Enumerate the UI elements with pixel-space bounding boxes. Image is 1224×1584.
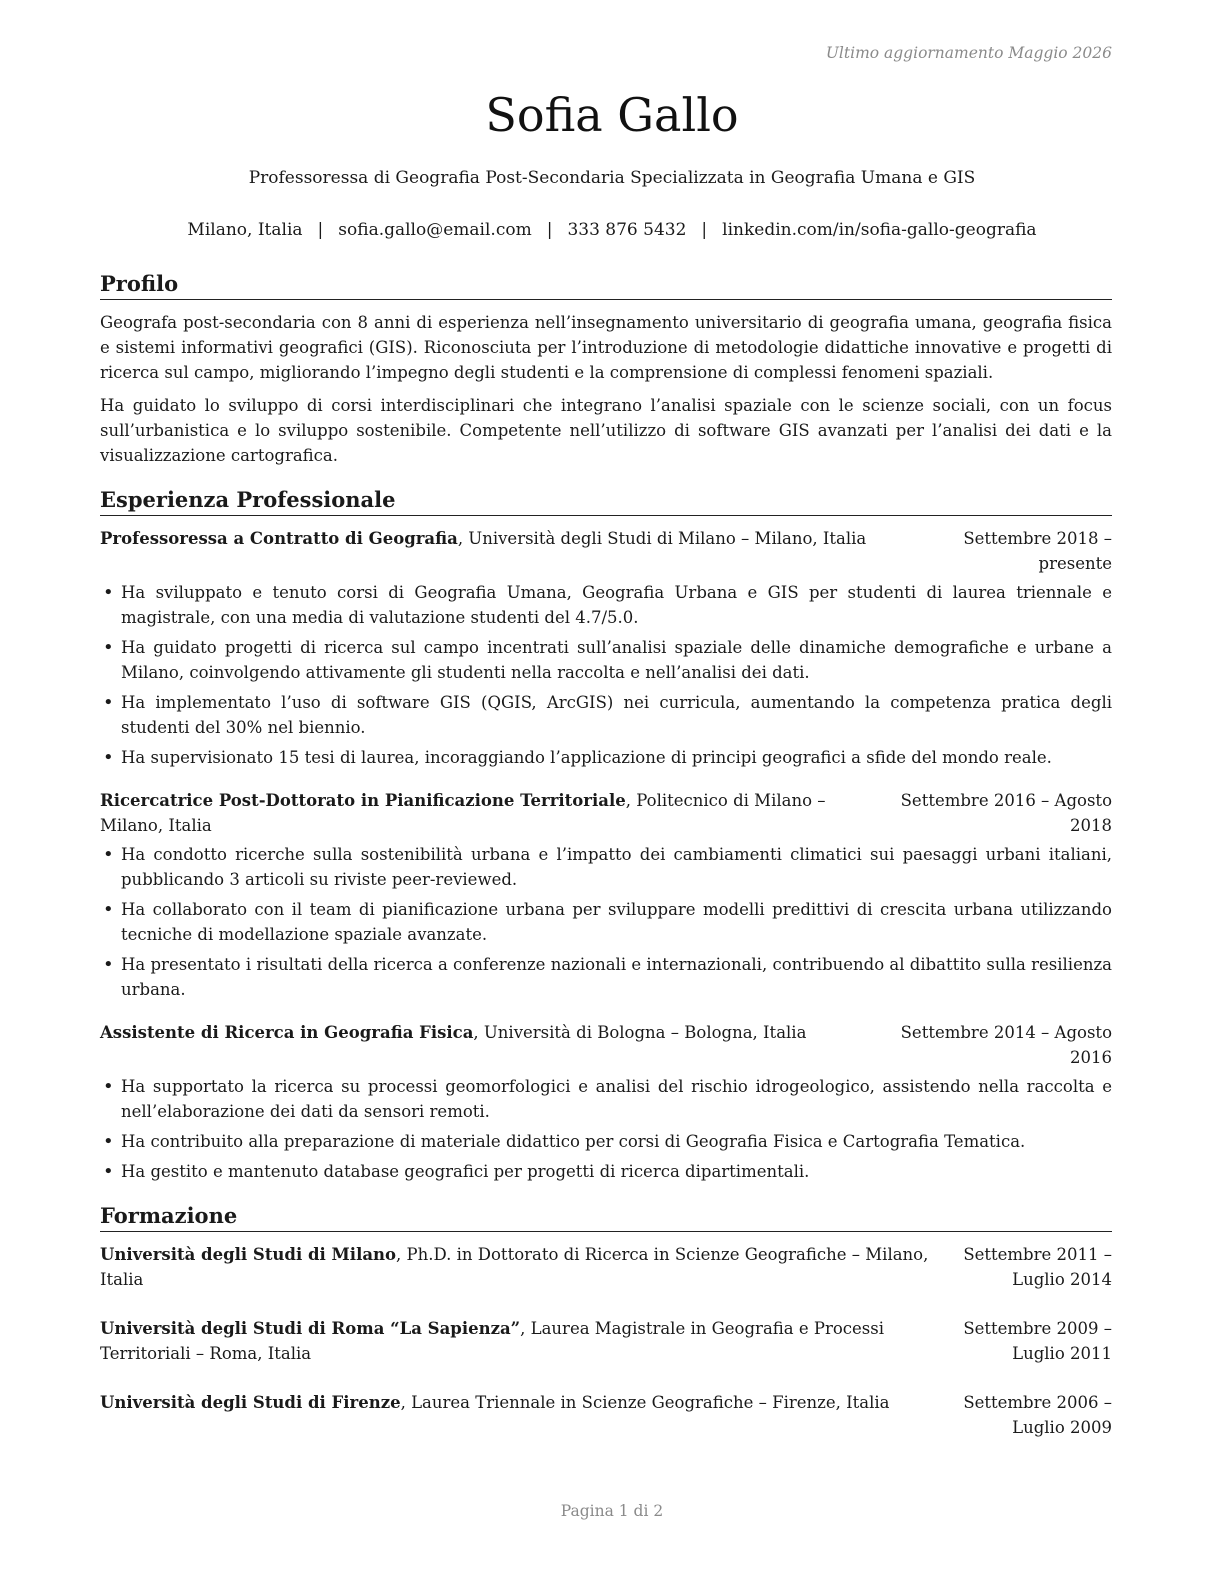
education-detail: , Laurea Magistrale in Geografia e Processi Territoriali – Roma, Italia bbox=[100, 1319, 885, 1363]
list-item: • Ha condotto ricerche sulla sostenibilità urbana e l’impatto dei cambiamenti climatici sui paesaggi urbani italiani, pubblicando 3 articoli su riviste peer-reviewed. bbox=[100, 842, 1112, 892]
section-title-experience: Esperienza Professionale bbox=[100, 486, 1112, 516]
education-dates: Settembre 2011 – Luglio 2014 bbox=[963, 1245, 1112, 1289]
section-title-profile: Profilo bbox=[100, 270, 1112, 300]
job-entry bbox=[100, 1020, 1112, 1184]
education-section bbox=[100, 1202, 1112, 1440]
contact-line bbox=[0, 220, 1224, 240]
education-dates: Settembre 2009 – Luglio 2011 bbox=[963, 1319, 1112, 1363]
contact-linkedin[interactable]: linkedin.com/in/sofia-gallo-geografia bbox=[722, 220, 1037, 240]
list-item: • Ha guidato progetti di ricerca sul campo incentrati sull’analisi spaziale delle dinamiche demografiche e urbane a Milano, coinvolgendo attivamente gli studenti nella raccolta e nell’analisi dei dati. bbox=[100, 635, 1112, 685]
job-header bbox=[100, 1020, 1112, 1070]
contact-phone: 333 876 5432 bbox=[567, 220, 687, 240]
list-item: • Ha presentato i risultati della ricerca a conferenze nazionali e internazionali, contribuendo al dibattito sulla resilienza urbana. bbox=[100, 952, 1112, 1002]
job-place: , Università di Bologna – Bologna, Italia bbox=[473, 1023, 807, 1042]
candidate-subtitle: Professoressa di Geografia Post-Secondaria Specializzata in Geografia Umana e GIS bbox=[248, 168, 976, 188]
list-item: • Ha collaborato con il team di pianificazione urbana per sviluppare modelli predittivi di crescita urbana utilizzando tecniche di modellazione spaziale avanzate. bbox=[100, 897, 1112, 947]
experience-section bbox=[100, 486, 1112, 1184]
contact-separator: | bbox=[546, 220, 553, 240]
job-role: Assistente di Ricerca in Geografia Fisica bbox=[100, 1023, 474, 1042]
job-dates: Settembre 2014 – Agosto 2016 bbox=[900, 1023, 1112, 1067]
job-dates: Settembre 2016 – Agosto 2018 bbox=[900, 791, 1112, 835]
education-dates: Settembre 2006 – Luglio 2009 bbox=[963, 1393, 1112, 1437]
candidate-name: Sofia Gallo bbox=[485, 88, 739, 142]
list-item: • Ha sviluppato e tenuto corsi di Geografia Umana, Geografia Urbana e GIS per studenti di laurea triennale e magistrale, con una media di valutazione studenti del 4.7/5.0. bbox=[100, 580, 1112, 630]
job-bullets bbox=[100, 1074, 1112, 1184]
list-item: • Ha contribuito alla preparazione di materiale didattico per corsi di Geografia Fisica e Cartografia Tematica. bbox=[100, 1129, 1112, 1154]
education-school: Università degli Studi di Roma “La Sapienza” bbox=[100, 1319, 521, 1338]
list-item: • Ha gestito e mantenuto database geografici per progetti di ricerca dipartimentali. bbox=[100, 1159, 1112, 1184]
job-dates: Settembre 2018 – presente bbox=[963, 529, 1112, 573]
job-entry bbox=[100, 526, 1112, 770]
job-bullets bbox=[100, 842, 1112, 1002]
job-header bbox=[100, 788, 1112, 838]
list-item: • Ha supportato la ricerca su processi geomorfologici e analisi del rischio idrogeologico, assistendo nella raccolta e nell’elaborazione dei dati da sensori remoti. bbox=[100, 1074, 1112, 1124]
profile-section bbox=[100, 270, 1112, 468]
contact-location: Milano, Italia bbox=[187, 220, 303, 240]
last-updated: Ultimo aggiornamento Maggio 2026 bbox=[825, 44, 1112, 62]
job-entry bbox=[100, 788, 1112, 1002]
education-school: Università degli Studi di Milano bbox=[100, 1245, 397, 1264]
list-item: • Ha supervisionato 15 tesi di laurea, incoraggiando l’applicazione di principi geografici a sfide del mondo reale. bbox=[100, 745, 1112, 770]
contact-separator: | bbox=[317, 220, 324, 240]
job-role: Professoressa a Contratto di Geografia bbox=[100, 529, 458, 548]
education-school: Università degli Studi di Firenze bbox=[100, 1393, 401, 1412]
resume-content bbox=[100, 270, 1112, 1464]
contact-email[interactable]: sofia.gallo@email.com bbox=[338, 220, 532, 240]
education-entry bbox=[100, 1316, 1112, 1366]
job-place: , Politecnico di Milano – Milano, Italia bbox=[100, 791, 826, 835]
job-bullets bbox=[100, 580, 1112, 770]
education-entry bbox=[100, 1242, 1112, 1292]
page-number: Pagina 1 di 2 bbox=[560, 1502, 664, 1520]
job-place: , Università degli Studi di Milano – Milano, Italia bbox=[457, 529, 867, 548]
education-detail: , Laurea Triennale in Scienze Geografiche – Firenze, Italia bbox=[400, 1393, 890, 1412]
section-title-education: Formazione bbox=[100, 1202, 1112, 1232]
education-detail: , Ph.D. in Dottorato di Ricerca in Scienze Geografiche – Milano, Italia bbox=[100, 1245, 929, 1289]
job-header bbox=[100, 526, 1112, 576]
job-role: Ricercatrice Post-Dottorato in Pianificazione Territoriale bbox=[100, 791, 626, 810]
profile-paragraph: Ha guidato lo sviluppo di corsi interdisciplinari che integrano l’analisi spaziale con le scienze sociali, con un focus sull’urbanistica e lo sviluppo sostenibile. Competente nell’utilizzo di software GIS avanzati per l’analisi dei dati e la visualizzazione cartografica. bbox=[100, 396, 1112, 465]
list-item: • Ha implementato l’uso di software GIS (QGIS, ArcGIS) nei curricula, aumentando la competenza pratica degli studenti del 30% nel biennio. bbox=[100, 690, 1112, 740]
profile-paragraph: Geografa post-secondaria con 8 anni di esperienza nell’insegnamento universitario di geografia umana, geografia fisica e sistemi informativi geografici (GIS). Riconosciuta per l’introduzione di metodologie didattiche innovative e progetti di ricerca sul campo, migliorando l’impegno degli studenti e la comprensione di complessi fenomeni spaziali. bbox=[100, 313, 1112, 382]
education-entry bbox=[100, 1390, 1112, 1440]
contact-separator: | bbox=[701, 220, 708, 240]
